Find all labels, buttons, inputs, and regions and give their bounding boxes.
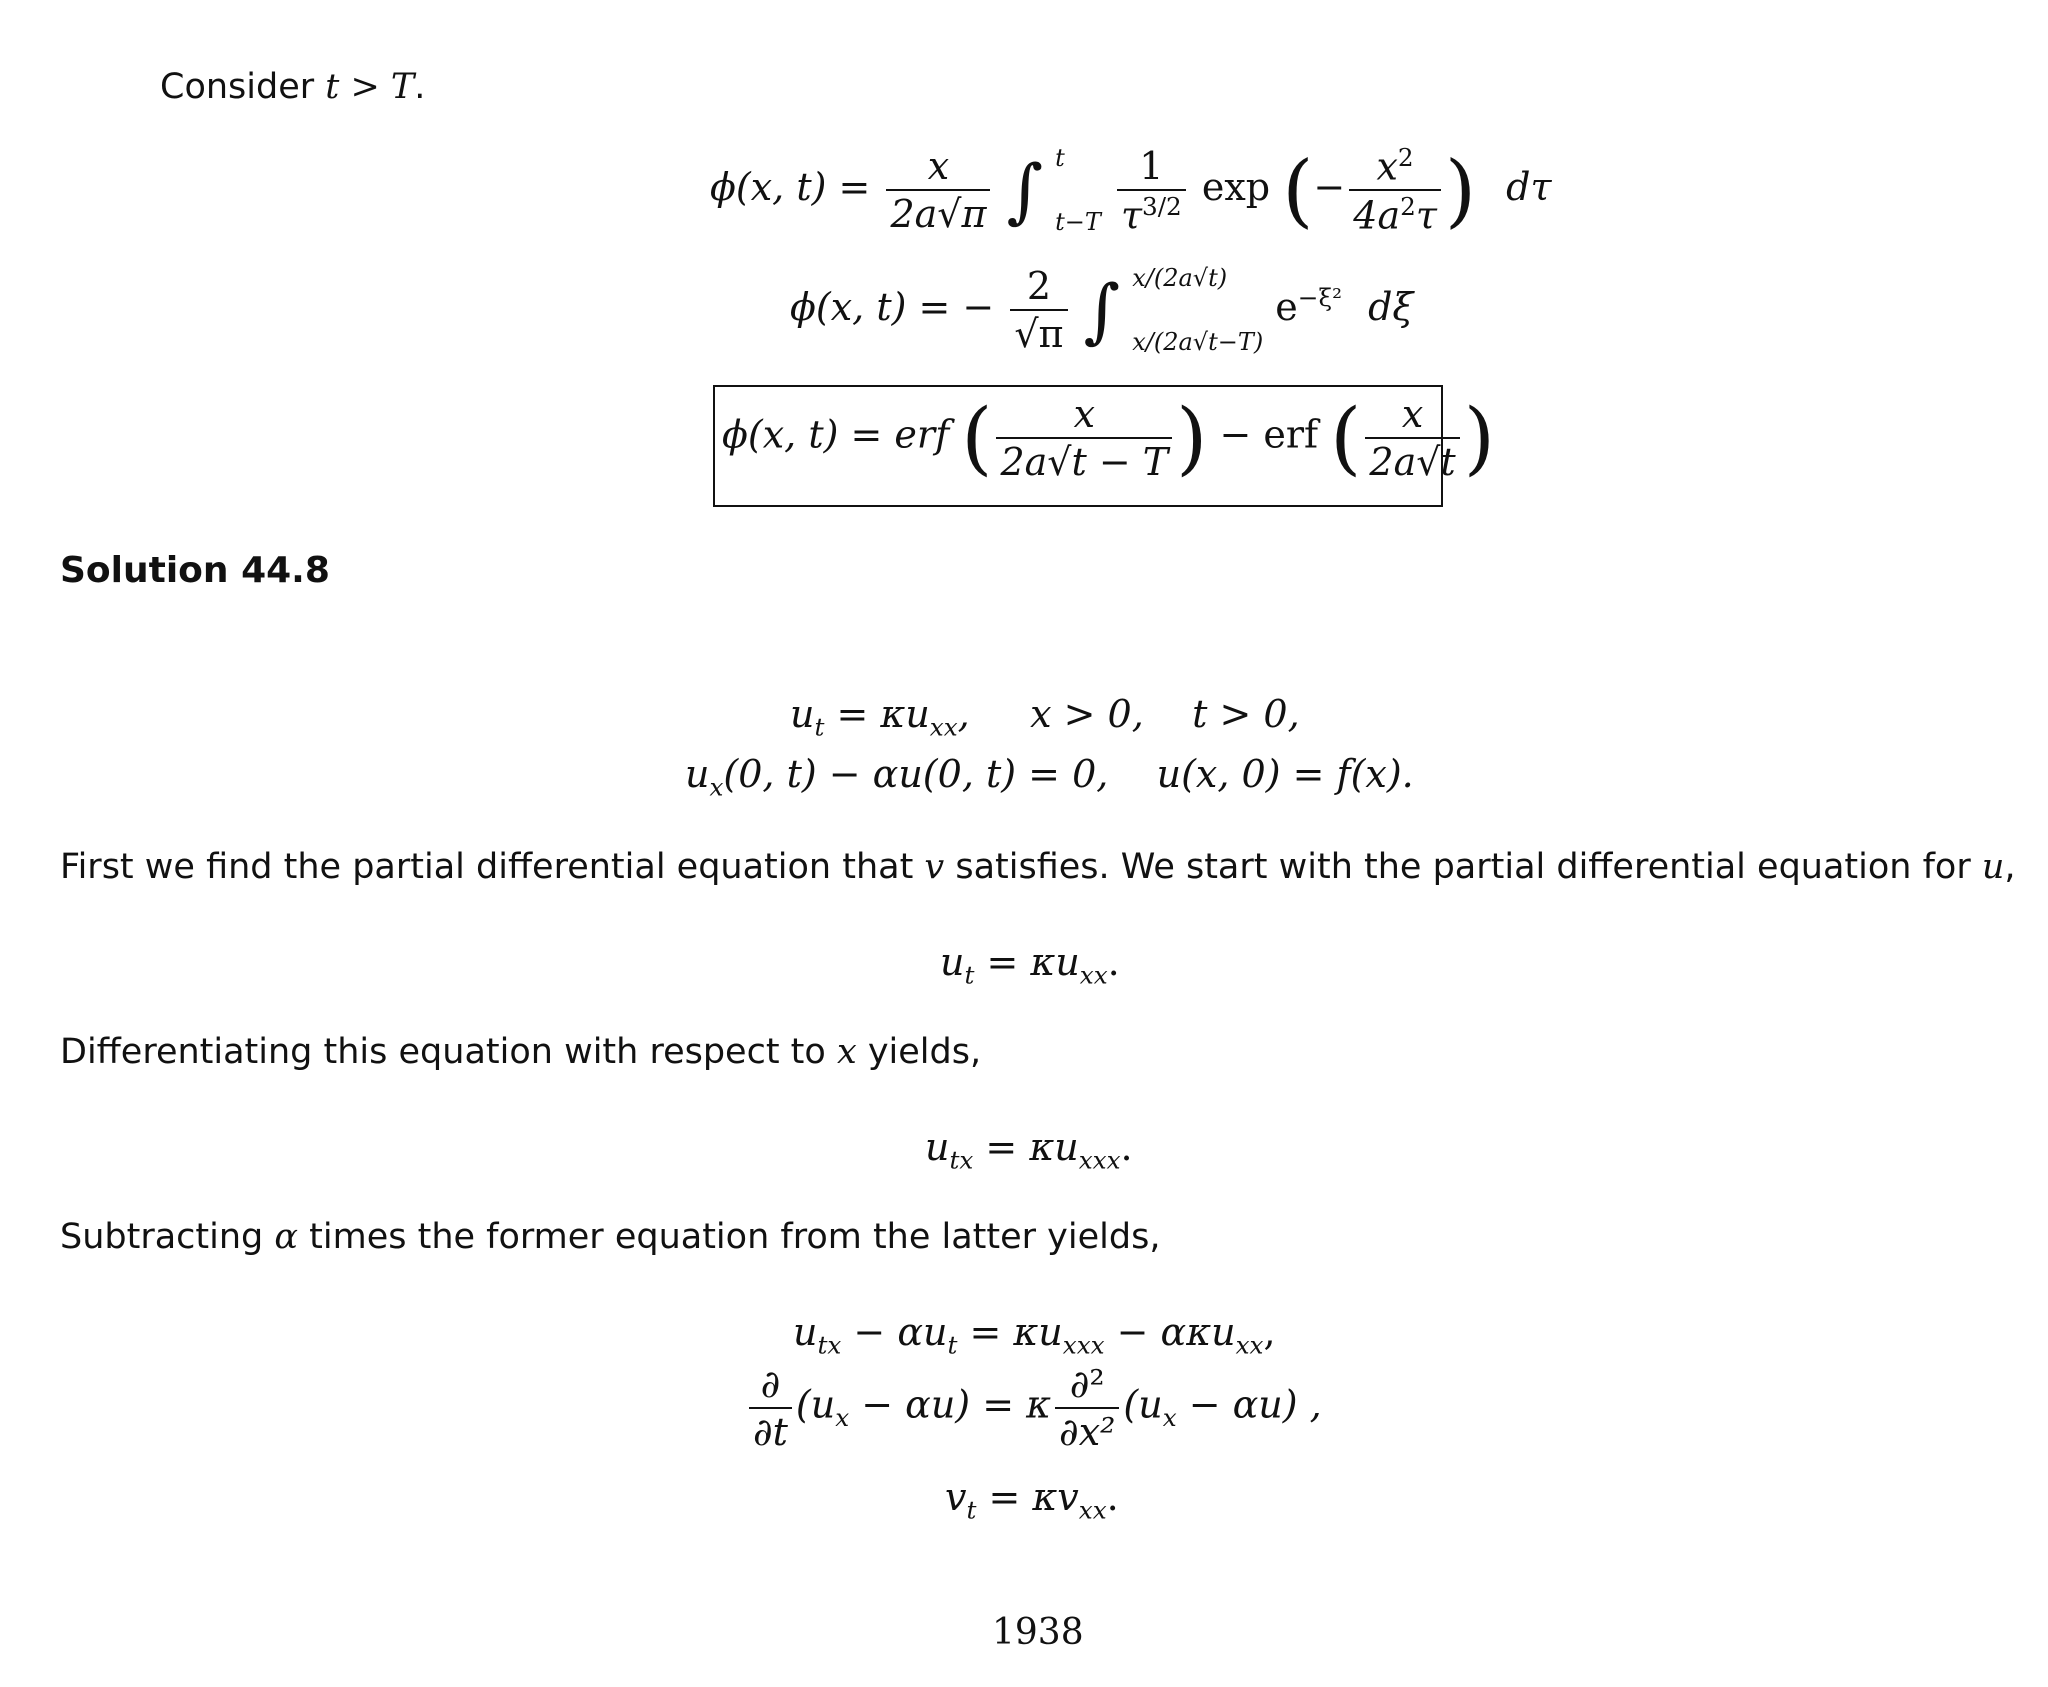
left-paren: ( [961,391,993,484]
d3-v: v [945,1475,967,1519]
paragraph-3 [60,1217,1161,1257]
intro-text: Consider [160,67,326,107]
equation-system-line-2 [685,752,1414,802]
d2-fraction-2 [1055,1362,1119,1454]
d2-sub2: x [1162,1403,1177,1433]
equation-differentiated [925,1125,1133,1175]
phi3-den-2: 2a√t [1369,440,1456,484]
d2-mid2: − αu) = κ [849,1382,1052,1427]
phi2-dxi: dξ [1368,284,1414,329]
e3-tail: . [1120,1125,1133,1169]
e3-rest: = κu [973,1125,1079,1169]
d2-den: ∂t [753,1410,788,1454]
page-number: 1938 [992,1612,1084,1653]
s2-u: u [685,752,710,796]
equation-phi-3 [722,391,1495,484]
phi2-lower-limit: x/(2a√t−T) [1132,328,1264,357]
d1-c: = κu [957,1310,1063,1354]
s1-tail: , x > 0, t > 0, [957,692,1300,736]
d1-d: − ακu [1104,1310,1236,1354]
right-paren: ) [1176,391,1208,484]
p2-text-b: yields, [856,1032,982,1072]
p1-text-b: satisfies. We start with the partial differential equation for [944,847,1982,887]
p3-text-b: times the former equation from the latter yields, [298,1217,1161,1257]
integral-sign: ∫ [1006,149,1044,232]
intro-math: t > T [325,67,415,107]
phi2-frac-den: √π [1014,312,1064,357]
s1-u: u [790,692,815,736]
phi1-inner-num: 1 [1117,147,1186,191]
phi1-exp-den-sup: 2 [1400,192,1416,222]
paragraph-2 [60,1032,982,1072]
phi1-frac-den: 2a√π [890,192,987,237]
s1-sub-xx: xx [929,712,958,742]
d3-c: . [1106,1475,1119,1519]
intro-line [160,67,426,107]
derivation-line-2 [745,1362,1322,1454]
phi1-limits [1055,145,1101,236]
phi3-mid: − erf [1219,412,1319,457]
p2-text-a: Differentiating this equation with respect to [60,1032,837,1072]
phi3-num-2: x [1401,392,1424,436]
p1-math-v: v [924,847,945,887]
d1-b: − αu [841,1310,948,1354]
s2-rest: (0, t) − αu(0, t) = 0, u(x, 0) = f(x). [723,752,1414,796]
solution-heading: Solution 44.8 [60,550,330,591]
phi1-inner-den: τ [1121,193,1143,238]
phi1-exp-num-sup: 2 [1397,142,1414,172]
d3-sub2: xx [1078,1495,1107,1525]
phi1-exp-den: 4a [1353,194,1401,239]
d1-e: , [1263,1310,1276,1354]
right-paren: ) [1463,391,1495,484]
phi1-inner-fraction [1117,143,1186,238]
phi1-frac-num: x [927,144,950,189]
phi1-inner-den-sup: 3/2 [1142,191,1182,221]
phi1-lhs: ϕ(x, t) = [710,164,871,209]
e3-sub2: xxx [1078,1145,1121,1175]
phi2-limits [1132,265,1263,356]
phi1-exp-num: x [1376,144,1398,189]
equation-phi-1: ϕ(x, t) = $\frac{x}{2a√\pi}$ ∫ t t−T $\frac{1}{\tau^{3/2}}$ exp (− $\frac{x^2}{4a^2\tau}$ ) dτ [710,142,1552,239]
d2-num2: ∂² [1055,1365,1119,1409]
equation-phi-2 [790,265,1413,356]
d2-sub: x [835,1403,850,1433]
phi1-dtau: dτ [1506,164,1552,209]
phi2-fraction [1010,264,1067,357]
s1-rest: = κu [824,692,930,736]
phi2-frac-num: 2 [1010,267,1067,311]
p3-text-a: Subtracting [60,1217,275,1257]
p1-text-c: , [2004,847,2016,887]
p1-math-u: u [1981,847,2005,887]
s1-sub-t: t [814,712,825,742]
d2-tail2: − αu) , [1176,1382,1322,1427]
d1-sub: tx [817,1330,842,1360]
phi1-upper-limit: t [1055,144,1065,172]
phi2-lhs: ϕ(x, t) = − [790,284,995,329]
d1-sub2: t [947,1330,958,1360]
integral-sign: ∫ [1083,269,1121,352]
d1-sub3: xxx [1062,1330,1105,1360]
phi2-integrand-sup: −ξ² [1297,283,1342,313]
derivation-line-1 [793,1310,1276,1360]
d1-u: u [793,1310,818,1354]
d3-sub: t [966,1495,977,1525]
e2-sub2: xx [1079,960,1108,990]
e2-u: u [940,940,965,984]
equation-system-line-1 [790,692,1300,742]
phi1-exp-fraction [1349,142,1441,239]
right-paren: ) [1444,143,1477,237]
left-paren: ( [1282,143,1314,237]
s2-sub-x: x [709,772,724,802]
phi1-exp: exp [1201,164,1271,209]
d2-mid: (u [795,1382,836,1427]
e2-tail: . [1107,940,1120,984]
equation-heat [940,940,1120,990]
derivation-line-3 [945,1475,1119,1525]
e3-u: u [925,1125,950,1169]
phi2-upper-limit: x/(2a√t) [1132,264,1228,292]
p3-math-alpha: α [274,1217,299,1257]
phi1-fraction [886,144,990,237]
d1-sub4: xx [1235,1330,1264,1360]
phi3-lhs: ϕ(x, t) = erf [722,412,950,457]
left-paren: ( [1330,391,1362,484]
phi3-fraction-1 [996,392,1172,484]
d2-den2: ∂x² [1059,1410,1116,1454]
phi3-den-1: 2a√t − T [1000,440,1169,484]
phi2-integrand: e [1275,284,1298,329]
intro-suffix: . [414,67,426,107]
e2-rest: = κu [974,940,1080,984]
p2-math-x: x [836,1032,857,1072]
phi1-exp-den-tail: τ [1415,194,1437,239]
paragraph-1 [60,847,2016,887]
d3-b: = κv [976,1475,1079,1519]
e3-sub: tx [949,1145,974,1175]
p1-text-a: First we find the partial differential equation that [60,847,925,887]
d2-fraction-1 [749,1362,792,1454]
d2-tail: (u [1123,1382,1163,1427]
e2-sub: t [964,960,975,990]
phi1-lower-limit: t−T [1055,208,1101,237]
d2-num: ∂ [749,1365,792,1409]
phi3-num-1: x [1073,392,1095,436]
phi3-fraction-2 [1365,392,1459,484]
